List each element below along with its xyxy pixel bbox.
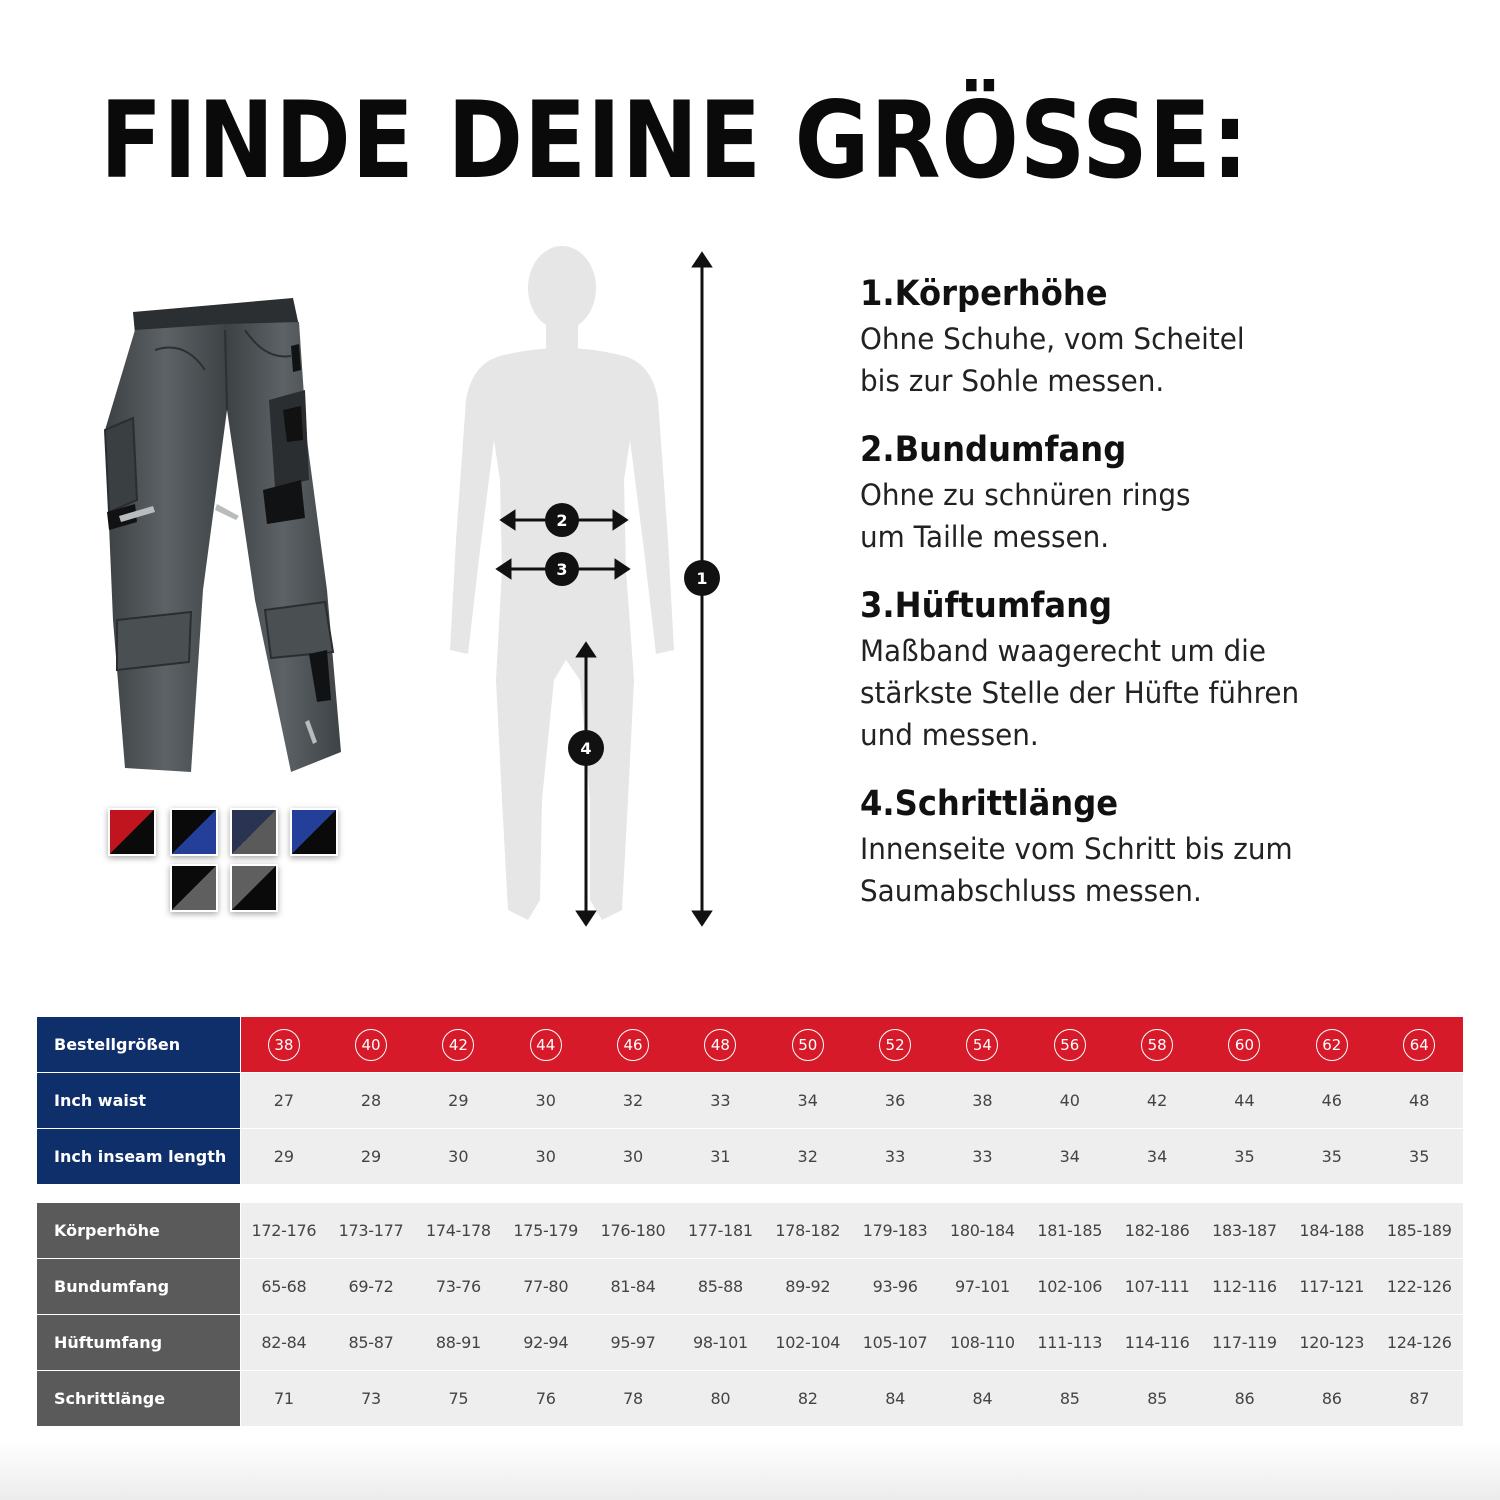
instruction-bundumfang [860, 426, 1460, 558]
size-cell [240, 1017, 327, 1073]
table-cell: 122-126 [1375, 1259, 1463, 1315]
table-cell: 35 [1201, 1129, 1288, 1185]
table-cell: 182-186 [1113, 1203, 1200, 1259]
table-cell: 174-178 [415, 1203, 502, 1259]
instruction-title: 1.Körperhöhe [860, 274, 1108, 314]
row-label: Inch inseam length [37, 1129, 240, 1185]
swatch-black-blue[interactable] [170, 808, 218, 856]
order-sizes-row [37, 1017, 1463, 1073]
work-trousers-image [95, 290, 355, 780]
size-cell [851, 1017, 938, 1073]
table-cell: 44 [1201, 1073, 1288, 1129]
size-cell [415, 1017, 502, 1073]
size-cell [677, 1017, 764, 1073]
size-badge: 62 [1316, 1029, 1348, 1061]
table-cell: 97-101 [939, 1259, 1026, 1315]
table-cell: 120-123 [1288, 1315, 1375, 1371]
svg-text:1: 1 [696, 569, 708, 588]
table-cell: 98-101 [677, 1315, 764, 1371]
size-badge: 54 [966, 1029, 998, 1061]
svg-text:2: 2 [556, 511, 568, 530]
size-badge: 38 [268, 1029, 300, 1061]
table-cell: 102-104 [764, 1315, 851, 1371]
size-badge: 64 [1403, 1029, 1435, 1061]
table-cell: 112-116 [1201, 1259, 1288, 1315]
table-cell: 117-121 [1288, 1259, 1375, 1315]
table-cell: 82 [764, 1371, 851, 1427]
table-cell: 78 [589, 1371, 676, 1427]
table-cell: 111-113 [1026, 1315, 1113, 1371]
size-badge: 40 [355, 1029, 387, 1061]
instruction-line: Ohne zu schnüren rings [860, 478, 1191, 512]
swatch-navy-grey[interactable] [230, 808, 278, 856]
table-cell: 108-110 [939, 1315, 1026, 1371]
table-cell: 117-119 [1201, 1315, 1288, 1371]
table-cell: 28 [327, 1073, 414, 1129]
table-cell: 34 [1113, 1129, 1200, 1185]
row-label: Bundumfang [37, 1259, 240, 1315]
size-badge: 50 [792, 1029, 824, 1061]
table-row [37, 1203, 1463, 1259]
table-cell: 34 [764, 1073, 851, 1129]
table-row [37, 1073, 1463, 1129]
table-cell: 92-94 [502, 1315, 589, 1371]
table-cell: 75 [415, 1371, 502, 1427]
table-cell: 80 [677, 1371, 764, 1427]
swatch-red-black[interactable] [108, 808, 156, 856]
table-row [37, 1259, 1463, 1315]
table-row [37, 1371, 1463, 1427]
instruction-title: 3.Hüftumfang [860, 586, 1113, 626]
table-cell: 89-92 [764, 1259, 851, 1315]
table-cell: 76 [502, 1371, 589, 1427]
table-cell: 30 [502, 1073, 589, 1129]
size-badge: 58 [1141, 1029, 1173, 1061]
size-cell [1288, 1017, 1375, 1073]
bottom-fade [0, 1440, 1500, 1500]
table-cell: 48 [1375, 1073, 1463, 1129]
marker-3 [545, 552, 579, 586]
size-cell [502, 1017, 589, 1073]
table-cell: 31 [677, 1129, 764, 1185]
size-cell [1026, 1017, 1113, 1073]
table-cell: 33 [677, 1073, 764, 1129]
table-cell: 73-76 [415, 1259, 502, 1315]
svg-text:3: 3 [556, 560, 568, 579]
marker-2 [545, 503, 579, 537]
table-cell: 84 [851, 1371, 938, 1427]
table-cell: 33 [851, 1129, 938, 1185]
measurement-instructions [860, 270, 1460, 936]
size-badge: 56 [1054, 1029, 1086, 1061]
table-cell: 40 [1026, 1073, 1113, 1129]
instruction-line: um Taille messen. [860, 520, 1110, 554]
row-label: Schrittlänge [37, 1371, 240, 1427]
instruction-line: Ohne Schuhe, vom Scheitel [860, 322, 1245, 356]
table-cell: 33 [939, 1129, 1026, 1185]
table-cell: 87 [1375, 1371, 1463, 1427]
table-cell: 30 [415, 1129, 502, 1185]
instruction-line: Maßband waagerecht um die [860, 634, 1267, 668]
table-cell: 36 [851, 1073, 938, 1129]
svg-text:4: 4 [580, 739, 592, 758]
size-badge: 44 [530, 1029, 562, 1061]
table-cell: 124-126 [1375, 1315, 1463, 1371]
table-cell: 114-116 [1113, 1315, 1200, 1371]
table-cell: 179-183 [851, 1203, 938, 1259]
instruction-line: Innenseite vom Schritt bis zum [860, 832, 1293, 866]
table-cell: 86 [1201, 1371, 1288, 1427]
table-cell: 173-177 [327, 1203, 414, 1259]
table-cell: 46 [1288, 1073, 1375, 1129]
swatch-grey-black[interactable] [230, 864, 278, 912]
size-cell [1113, 1017, 1200, 1073]
table-cell: 105-107 [851, 1315, 938, 1371]
size-badge: 48 [704, 1029, 736, 1061]
table-cell: 65-68 [240, 1259, 327, 1315]
swatch-blue-black[interactable] [290, 808, 338, 856]
table-cell: 30 [589, 1129, 676, 1185]
table-cell: 86 [1288, 1371, 1375, 1427]
table-cell: 32 [764, 1129, 851, 1185]
table-cell: 107-111 [1113, 1259, 1200, 1315]
size-badge: 46 [617, 1029, 649, 1061]
size-cell [327, 1017, 414, 1073]
table-cell: 30 [502, 1129, 589, 1185]
body-measurement-diagram [430, 240, 730, 930]
table-cell: 181-185 [1026, 1203, 1113, 1259]
table-cell: 81-84 [589, 1259, 676, 1315]
instruction-title: 4.Schrittlänge [860, 784, 1119, 824]
table-cell: 38 [939, 1073, 1026, 1129]
size-table-top [37, 1017, 1463, 1184]
table-cell: 32 [589, 1073, 676, 1129]
size-cell [1201, 1017, 1288, 1073]
swatch-black-grey[interactable] [170, 864, 218, 912]
row-label: Bestellgrößen [37, 1017, 240, 1073]
size-cell [764, 1017, 851, 1073]
table-cell: 172-176 [240, 1203, 327, 1259]
table-cell: 175-179 [502, 1203, 589, 1259]
size-table-bottom [37, 1203, 1463, 1426]
table-cell: 85 [1113, 1371, 1200, 1427]
row-label: Körperhöhe [37, 1203, 240, 1259]
instruction-title: 2.Bundumfang [860, 430, 1127, 470]
table-cell: 73 [327, 1371, 414, 1427]
table-cell: 29 [415, 1073, 502, 1129]
table-cell: 88-91 [415, 1315, 502, 1371]
instruction-line: und messen. [860, 718, 1039, 752]
page-title: FINDE DEINE GRÖSSE: [100, 79, 1250, 202]
table-cell: 35 [1375, 1129, 1463, 1185]
instruction-hueftumfang [860, 582, 1460, 756]
size-cell [1375, 1017, 1463, 1073]
table-cell: 29 [327, 1129, 414, 1185]
table-row [37, 1315, 1463, 1371]
table-cell: 93-96 [851, 1259, 938, 1315]
table-cell: 178-182 [764, 1203, 851, 1259]
table-cell: 69-72 [327, 1259, 414, 1315]
table-cell: 35 [1288, 1129, 1375, 1185]
instruction-line: Saumabschluss messen. [860, 874, 1202, 908]
row-label: Inch waist [37, 1073, 240, 1129]
size-badge: 60 [1228, 1029, 1260, 1061]
instruction-line: stärkste Stelle der Hüfte führen [860, 676, 1300, 710]
table-cell: 42 [1113, 1073, 1200, 1129]
row-label: Hüftumfang [37, 1315, 240, 1371]
instruction-schrittlaenge [860, 780, 1460, 912]
table-cell: 176-180 [589, 1203, 676, 1259]
size-badge: 52 [879, 1029, 911, 1061]
size-cell [589, 1017, 676, 1073]
color-swatches [100, 800, 350, 920]
instruction-line: bis zur Sohle messen. [860, 364, 1165, 398]
marker-1 [684, 560, 720, 596]
table-cell: 184-188 [1288, 1203, 1375, 1259]
marker-4 [568, 730, 604, 766]
size-cell [939, 1017, 1026, 1073]
table-cell: 84 [939, 1371, 1026, 1427]
table-row [37, 1129, 1463, 1185]
table-cell: 27 [240, 1073, 327, 1129]
table-cell: 95-97 [589, 1315, 676, 1371]
size-badge: 42 [442, 1029, 474, 1061]
table-cell: 185-189 [1375, 1203, 1463, 1259]
table-cell: 180-184 [939, 1203, 1026, 1259]
table-cell: 102-106 [1026, 1259, 1113, 1315]
table-cell: 85-87 [327, 1315, 414, 1371]
table-cell: 71 [240, 1371, 327, 1427]
table-cell: 177-181 [677, 1203, 764, 1259]
table-cell: 29 [240, 1129, 327, 1185]
table-cell: 85 [1026, 1371, 1113, 1427]
instruction-koerperhoehe [860, 270, 1460, 402]
table-cell: 183-187 [1201, 1203, 1288, 1259]
table-cell: 82-84 [240, 1315, 327, 1371]
table-cell: 85-88 [677, 1259, 764, 1315]
table-cell: 34 [1026, 1129, 1113, 1185]
table-cell: 77-80 [502, 1259, 589, 1315]
